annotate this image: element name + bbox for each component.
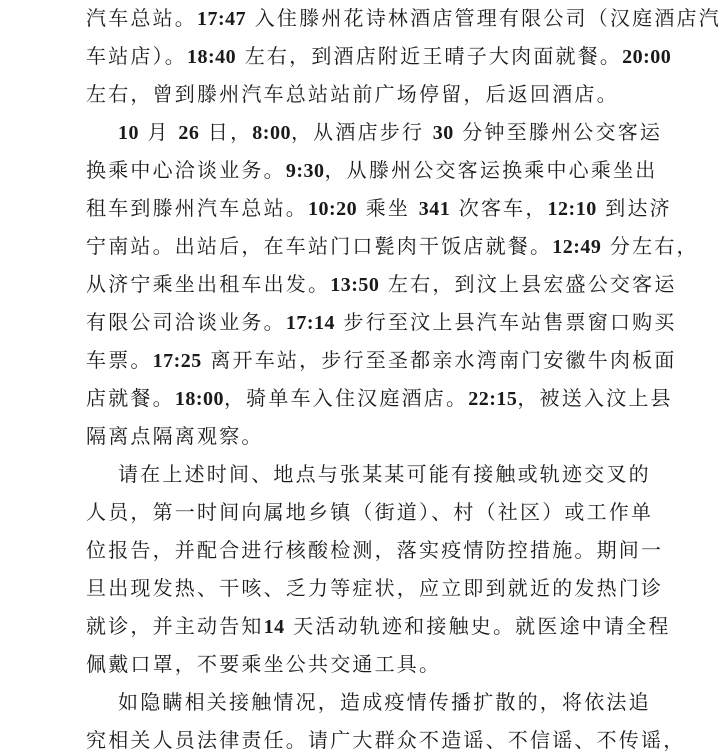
text-segment: 有限公司洽谈业务。 [86, 310, 286, 334]
time-value: 22:15 [468, 388, 518, 410]
text-line [86, 650, 441, 678]
text-segment: 店就餐。 [86, 386, 175, 410]
text-line [86, 536, 663, 564]
text-line [86, 194, 672, 223]
text-segment: 位报告，并配合进行核酸检测，落实疫情防控措施。期间一 [86, 538, 664, 562]
time-value: 17:47 [197, 8, 247, 30]
text-line [86, 232, 699, 261]
text-line [86, 574, 663, 602]
text-segment: 汽车总站。 [86, 6, 197, 30]
text-segment: 宁南站。出站后，在车站门口甏肉干饭店就餐。 [86, 234, 553, 258]
text-segment: 如隐瞒相关接触情况，造成疫情传播扩散的，将依法追 [118, 690, 651, 714]
text-line [86, 270, 677, 299]
time-value: 20:00 [622, 46, 672, 68]
text-line [86, 726, 685, 754]
text-line [118, 688, 651, 716]
text-segment: 左右，曾到滕州汽车总站站前广场停留，后返回酒店。 [86, 82, 619, 106]
text-line [118, 460, 651, 488]
text-line [86, 80, 619, 108]
text-line [86, 156, 657, 185]
text-segment: ，被送入汶上县 [517, 386, 673, 410]
text-segment: 换乘中心洽谈业务。 [86, 158, 286, 182]
text-segment: 分左右， [601, 234, 699, 258]
number-value: 14 [263, 616, 285, 638]
time-value: 10:20 [308, 198, 358, 220]
text-segment: 车站店）。 [86, 44, 187, 68]
text-segment: 次客车， [450, 196, 548, 220]
text-segment: 日， [199, 120, 253, 144]
text-segment: 到达济 [596, 196, 672, 220]
number-value: 341 [418, 198, 451, 220]
text-line [86, 422, 264, 450]
text-line [86, 42, 671, 71]
text-segment: 离开车站，步行至圣都亲水湾南门安徽牛肉板面 [201, 348, 677, 372]
time-value: 18:00 [174, 388, 224, 410]
date-value: 10 [118, 122, 139, 144]
text-segment: 乘坐 [357, 196, 419, 220]
time-value: 9:30 [285, 160, 325, 182]
text-segment: 佩戴口罩，不要乘坐公共交通工具。 [86, 652, 442, 676]
text-segment: 租车到滕州汽车总站。 [86, 196, 308, 220]
time-value: 18:40 [187, 46, 237, 68]
number-value: 30 [432, 122, 454, 144]
text-line [86, 612, 671, 641]
text-segment: 车票。 [86, 348, 153, 372]
text-segment: 从济宁乘坐出租车出发。 [86, 272, 331, 296]
time-value: 17:25 [152, 350, 202, 372]
time-value: 13:50 [330, 274, 380, 296]
time-value: 8:00 [252, 122, 291, 144]
time-value: 12:10 [547, 198, 597, 220]
text-segment: ，从酒店步行 [290, 120, 433, 144]
text-segment: 就诊，并主动告知 [86, 614, 264, 638]
text-segment: 入住滕州花诗林酒店管理有限公司（汉庭酒店汽 [246, 6, 721, 30]
text-line [86, 308, 677, 337]
text-segment: 分钟至滕州公交客运 [453, 120, 663, 144]
text-segment: 左右，到汶上县宏盛公交客运 [379, 272, 677, 296]
text-line [86, 4, 721, 33]
text-segment: 请在上述时间、地点与张某某可能有接触或轨迹交叉的 [118, 462, 651, 486]
text-segment: ，从滕州公交客运换乘中心乘坐出 [324, 158, 658, 182]
text-segment: 隔离点隔离观察。 [86, 424, 264, 448]
time-value: 17:14 [285, 312, 335, 334]
text-segment: 步行至汶上县汽车站售票窗口购买 [334, 310, 677, 334]
text-segment: 究相关人员法律责任。请广大群众不造谣、不信谣、不传谣， [86, 728, 686, 752]
text-segment: 人员，第一时间向属地乡镇（街道）、村（社区）或工作单 [86, 500, 654, 524]
text-segment: 旦出现发热、干咳、乏力等症状，应立即到就近的发热门诊 [86, 576, 664, 600]
date-value: 26 [178, 122, 200, 144]
text-line [86, 384, 673, 413]
text-segment: 左右，到酒店附近王晴子大肉面就餐。 [236, 44, 623, 68]
text-line [86, 346, 677, 375]
text-segment: ，骑单车入住汉庭酒店。 [223, 386, 469, 410]
time-value: 12:49 [552, 236, 602, 258]
text-segment: 天活动轨迹和接触史。就医途中请全程 [284, 614, 671, 638]
text-segment: 月 [139, 120, 179, 144]
text-line [118, 118, 662, 147]
text-line [86, 498, 653, 526]
